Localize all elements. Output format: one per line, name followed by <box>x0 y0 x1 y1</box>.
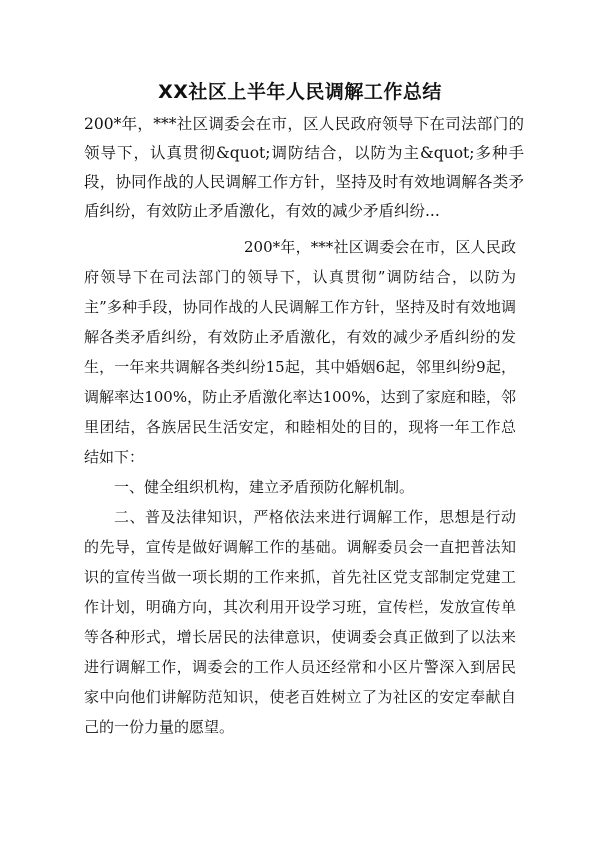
document-body <box>84 232 516 742</box>
body-paragraph-2: 二、普及法律知识，严格依法来进行调解工作，思想是行动的先导，宣传是做好调解工作的基础。调解委员会一直把普法知识的宣传当做一项长期的工作来抓，首先社区党支部制定党建工作计划，明确方向，其次利用开设学习班，宣传栏，发放宣传单等各种形式，增长居民的法律意识，使调委会真正做到了以法来进行调解工作，调委会的工作人员还经常和小区片警深入到居民家中向他们讲解防范知识，使老百姓树立了为社区的安定奉献自己的一份力量的愿望。 <box>84 508 516 736</box>
section-heading-1: 一、健全组织机构，建立矛盾预防化解机制。 <box>114 478 415 496</box>
document-title: XX社区上半年人民调解工作总结 <box>158 81 442 103</box>
intro-summary: 200*年，***社区调委会在市，区人民政府领导下在司法部门的领导下，认真贯彻&quot;调防结合，以防为主&quot;多种手段，协同作战的人民调解工作方针，坚持及时有效地调解各类矛盾纠纷，有效防止矛盾激化，有效的减少矛盾纠纷... <box>84 115 524 220</box>
body-paragraph-1: 200*年，***社区调委会在市，区人民政府领导下在司法部门的领导下，认真贯彻”调防结合，以防为主”多种手段，协同作战的人民调解工作方针，坚持及时有效地调解各类矛盾纠纷，有效防止矛盾激化，有效的减少矛盾纠纷的发生，一年来共调解各类纠纷15起，其中婚姻6起，邻里纠纷9起，调解率达100%，防止矛盾激化率达100%，达到了家庭和睦，邻里团结，各族居民生活安定，和睦相处的目的，现将一年工作总结如下： <box>84 238 516 466</box>
